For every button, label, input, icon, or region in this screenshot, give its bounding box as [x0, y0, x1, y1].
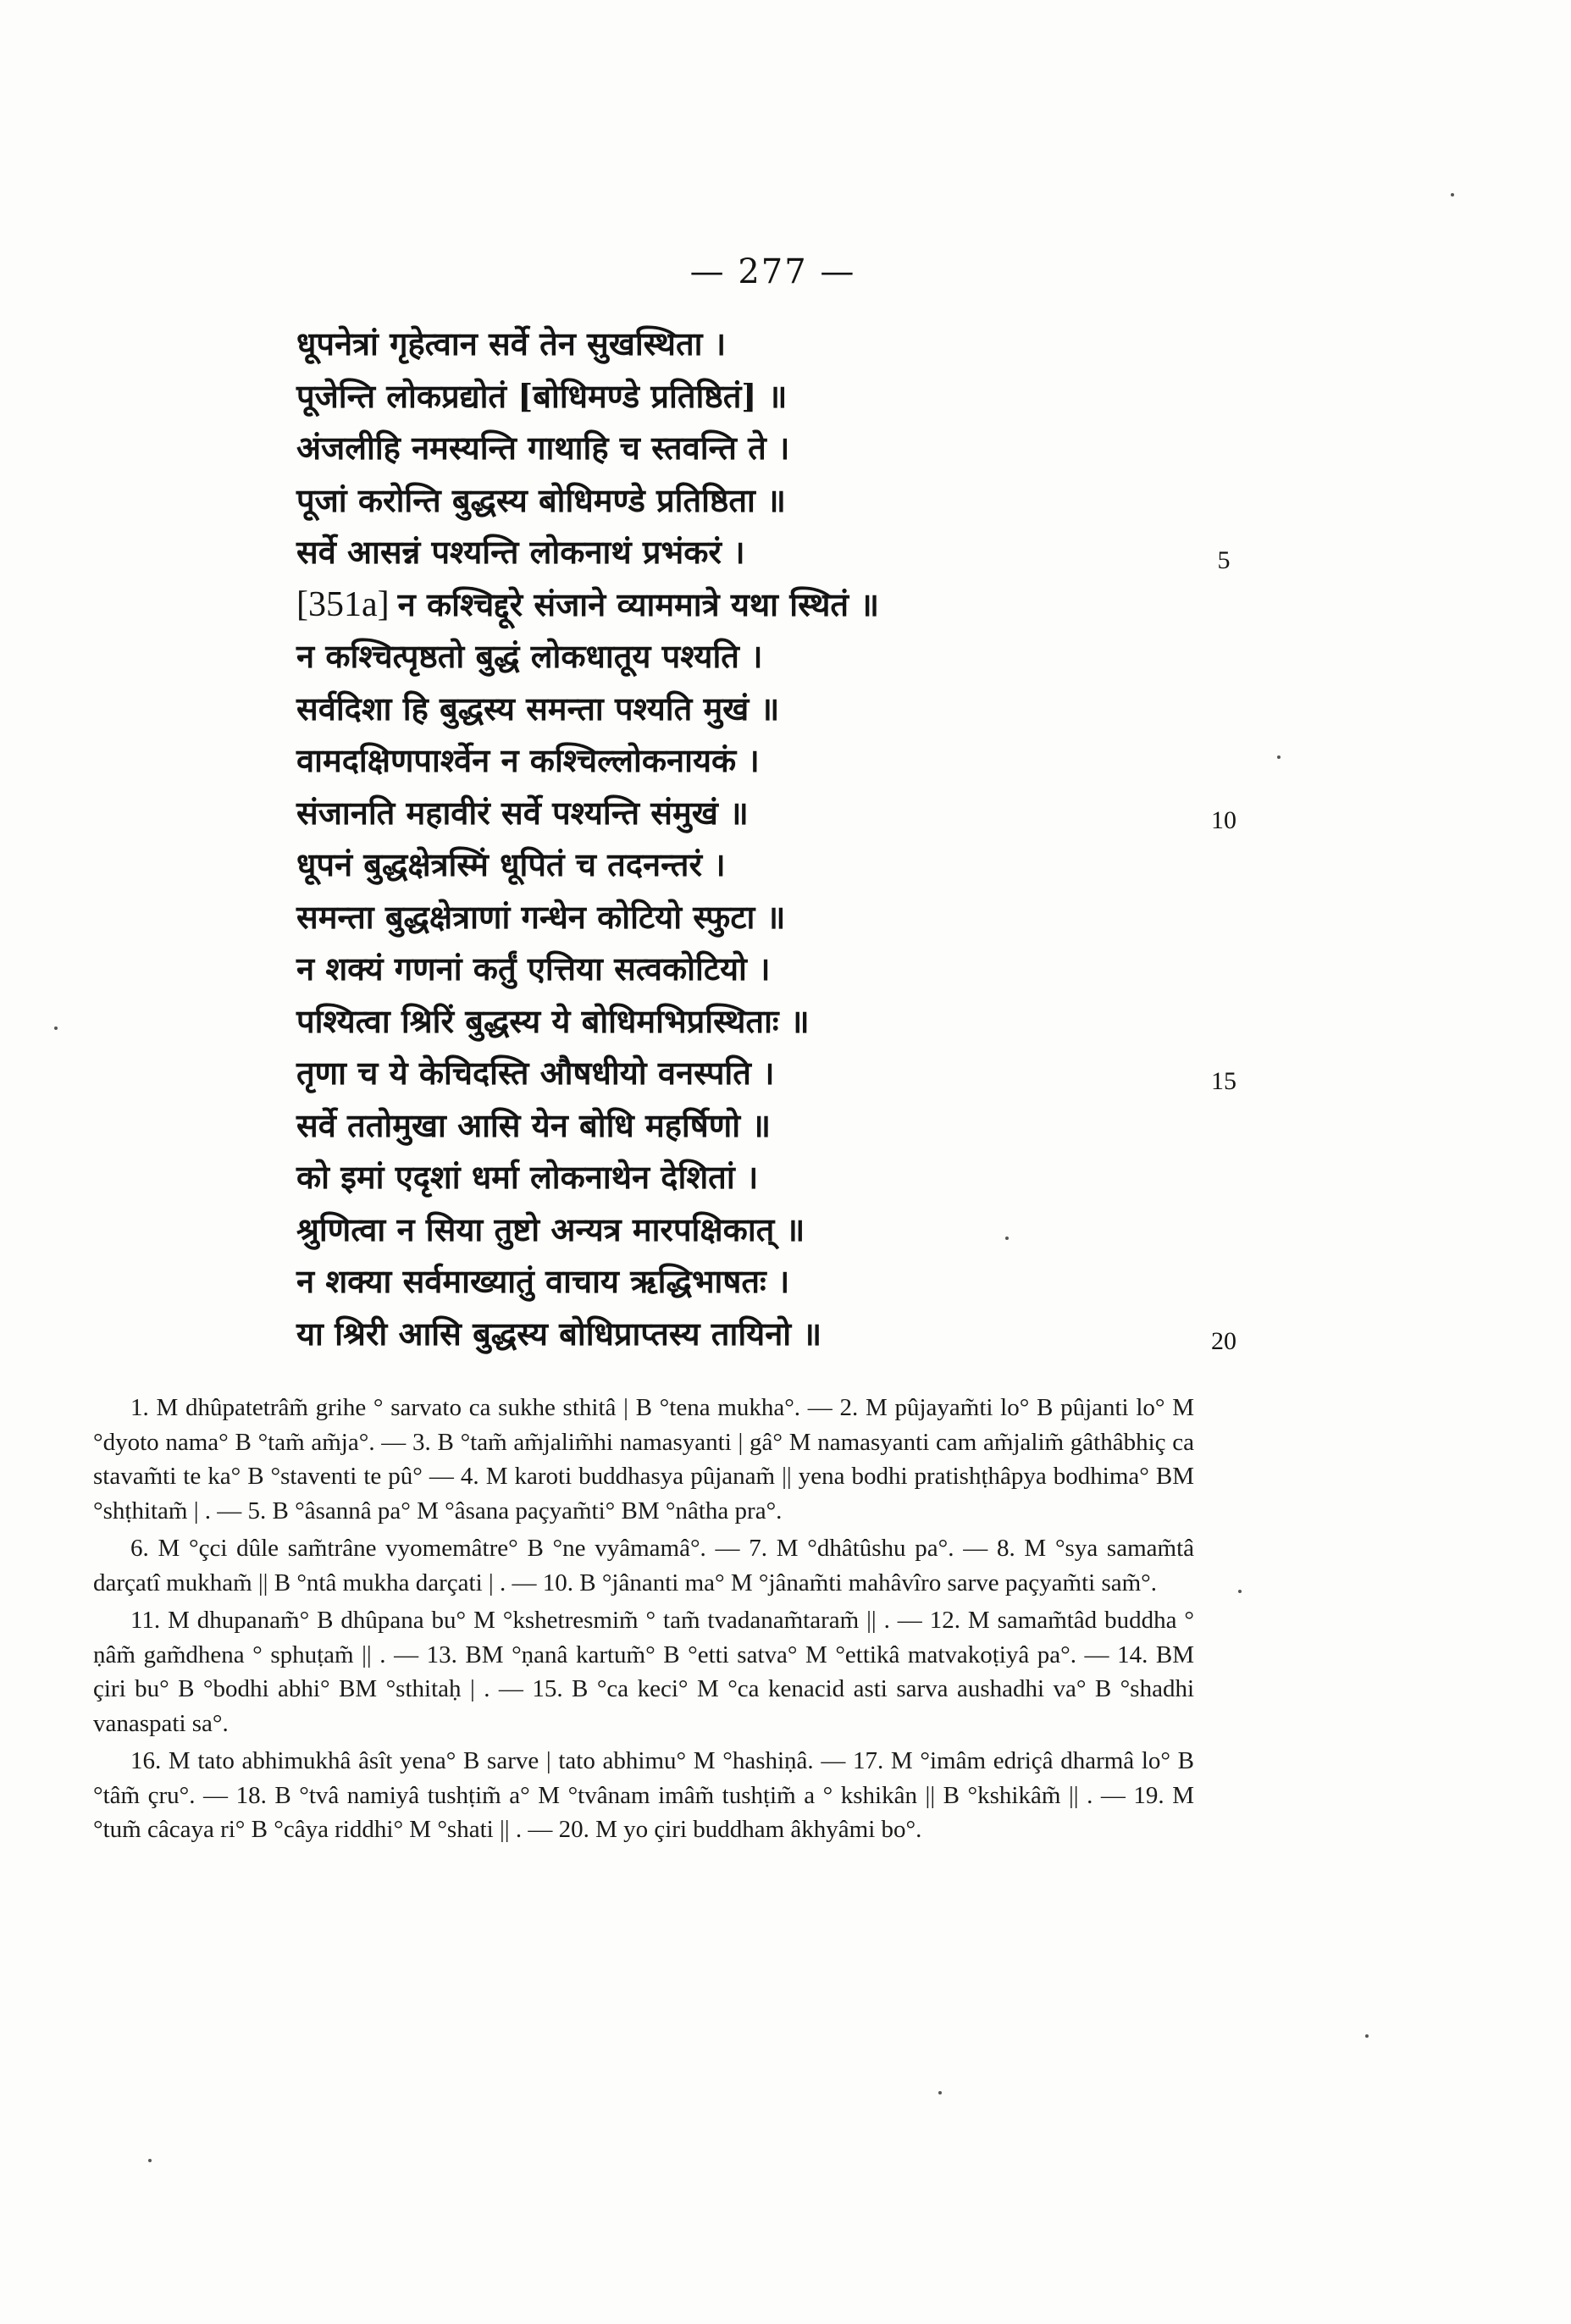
- verse-line: [296, 1204, 1228, 1256]
- verse-line: [296, 1308, 1228, 1360]
- page-number: — 277 —: [689, 252, 856, 291]
- verse-text: अंजलीहि नमस्यन्ति गाथाहि च स्तवन्ति ते ।: [296, 429, 790, 467]
- scan-speck: [1277, 755, 1281, 759]
- critical-apparatus: [93, 1391, 1194, 1851]
- verse-line: [296, 1047, 1228, 1099]
- verse-text: तृणा च ये केचिदस्ति औषधीयो वनस्पति ।: [296, 1054, 775, 1092]
- verse-text: धूपनेत्रां गृहेत्वान सर्वे तेन सुखस्थिता ।: [296, 324, 727, 362]
- verse-text: या श्रिरी आसि बुद्धस्य बोधिप्राप्तस्य तायिनो ॥: [296, 1314, 822, 1353]
- verse-text: को इमां एदृशां धर्मा लोकनाथेन देशितां ।: [296, 1158, 759, 1196]
- verse-text: न कश्चिद्दूरे संजाने व्याममात्रे यथा स्थितं ॥: [397, 584, 880, 623]
- verse-line: [296, 422, 1228, 474]
- verse-line: [296, 734, 1228, 787]
- verse-text: न शक्या सर्वमाख्यातुं वाचाय ऋद्धिभाषतः ।: [296, 1262, 790, 1300]
- verse-line: [296, 891, 1228, 943]
- verse-line: [296, 474, 1228, 527]
- verse-text: पूजां करोन्ति बुद्धस्य बोधिमण्डे प्रतिष्ठिता ॥: [296, 480, 786, 519]
- verse-text: पश्यित्वा श्रिरिं बुद्धस्य ये बोधिमभिप्रस्थिताः ॥: [296, 1001, 810, 1040]
- verse-text: सर्वदिशा हि बुद्धस्य समन्ता पश्यति मुखं ॥: [296, 689, 780, 728]
- scan-speck: [1365, 2034, 1369, 2038]
- verse-text: न शक्यं गणनां कर्तुं एत्तिया सत्वकोटियो ।: [296, 949, 771, 988]
- line-number-20: 20: [1211, 1327, 1236, 1355]
- note-paragraph: 11. M dhupanam̃° B dhûpana bu° M °kshetresmim̃ ° tam̃ tvadanam̃taram̃ || . — 12. M samam̃tâd buddha ° ṇâm̃ gam̃dhena ° sphuṭam̃ || . — 13. BM °ṇanâ kartum̃° B °etti satva° M °ettikâ matvakoṭiyâ pa°. — 14. BM çiri bu° B °bodhi abhi° BM °sthitaḥ | . — 15. B °ca keci° M °ca kenacid asti sarva aushadhi va° B °shadhi vanaspati sa°.: [93, 1607, 1194, 1737]
- verse-text: न कश्चित्पृष्ठतो बुद्धं लोकधातूय पश्यति ।: [296, 637, 763, 675]
- verse-text: श्रुणित्वा न सिया तुष्टो अन्यत्र मारपक्षिकात् ॥: [296, 1209, 805, 1248]
- verse-line: [296, 1151, 1228, 1204]
- verse-line: [296, 370, 1228, 423]
- verse-line: [296, 578, 1228, 631]
- note-paragraph: 6. M °çci dûle sam̃trâne vyomemâtre° B °ne vyâmamâ°. — 7. M °dhâtûshu pa°. — 8. M °sya samam̃tâ darçatî mukham̃ || B °ntâ mukha darçati | . — 10. B °jânanti ma° M °jânam̃ti mahâvîro sarve paçyam̃ti sam̃°.: [93, 1535, 1194, 1596]
- verse-line: [296, 943, 1228, 995]
- verse-line: [296, 318, 1228, 370]
- verse-line: [296, 1099, 1228, 1152]
- note-paragraph: 1. M dhûpatetrâm̃ grihe ° sarvato ca sukhe sthitâ | B °tena mukha°. — 2. M pûjayam̃ti lo° B pûjanti lo° M °dyoto nama° B °tam̃ am̃ja°. — 3. B °tam̃ am̃jalim̃hi namasyanti | gâ° M namasyanti cam am̃jalim̃ gâthâbhiç ca stavam̃ti te ka° B °staventi te pû° — 4. M karoti buddhasya pûjanam̃ || yena bodhi pratishṭhâpya bodhima° BM °shṭhitam̃ | . — 5. B °âsannâ pa° M °âsana paçyam̃ti° BM °nâtha pra°.: [93, 1394, 1194, 1524]
- scan-speck: [938, 2091, 942, 2094]
- manuscript-folio-ref: [351a]: [296, 584, 390, 624]
- scan-speck: [54, 1026, 58, 1030]
- note-paragraph: 16. M tato abhimukhâ âsît yena° B sarve | tato abhimu° M °hashiṇâ. — 17. M °imâm edriçâ dharmâ lo° B °tâm̃ çru°. — 18. B °tvâ namiyâ tushṭim̃ a° M °tvânam imâm̃ tushṭim̃ a ° kshikân || B °kshikâm̃ || . — 19. M °tum̃ câcaya ri° B °câya riddhi° M °shati || . — 20. M yo çiri buddham âkhyâmi bo°.: [93, 1747, 1194, 1843]
- verse-text: धूपनं बुद्धक्षेत्रस्मिं धूपितं च तदनन्तरं ।: [296, 845, 726, 883]
- scan-speck: [148, 2159, 152, 2162]
- verse-text: संजानति महावीरं सर्वे पश्यन्ति संमुखं ॥: [296, 793, 749, 832]
- line-number-5: 5: [1217, 546, 1231, 574]
- scan-speck: [1451, 193, 1454, 196]
- verse-line: [296, 787, 1228, 839]
- verse-block: [296, 318, 1228, 1359]
- verse-line: [296, 995, 1228, 1048]
- line-number-10: 10: [1211, 806, 1236, 834]
- verse-line: [296, 526, 1228, 578]
- verse-text: समन्ता बुद्धक्षेत्राणां गन्धेन कोटियो स्फुटा ॥: [296, 897, 786, 936]
- line-number-15: 15: [1211, 1067, 1236, 1095]
- verse-text: सर्वे ततोमुखा आसि येन बोधि महर्षिणो ॥: [296, 1105, 772, 1144]
- verse-line: [296, 1255, 1228, 1308]
- verse-text: पूजेन्ति लोकप्रद्योतं [बोधिमण्डे प्रतिष्ठितं] ॥: [296, 376, 788, 415]
- verse-text: वामदक्षिणपार्श्वेन न कश्चिल्लोकनायकं ।: [296, 741, 760, 779]
- verse-text: सर्वे आसन्नं पश्यन्ति लोकनाथं प्रभंकरं ।: [296, 533, 745, 571]
- scan-speck: [1005, 1237, 1009, 1240]
- scan-speck: [1238, 1590, 1242, 1593]
- verse-line: [296, 683, 1228, 735]
- verse-line: [296, 838, 1228, 891]
- verse-line: [296, 630, 1228, 683]
